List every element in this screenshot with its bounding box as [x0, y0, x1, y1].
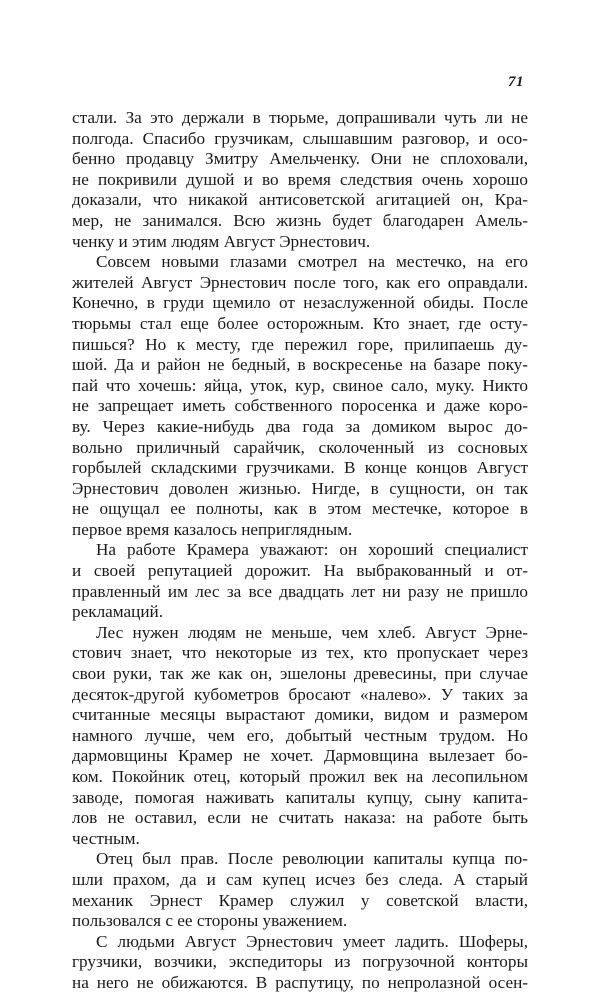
text-line: жителей Август Эрнестович после того, как его оправдали.: [72, 272, 528, 292]
text-line: стович знает, что некоторые из тех, кто пропускает через: [72, 643, 528, 663]
text-line: механик Эрнест Крамер служил у советской власти,: [72, 890, 528, 910]
paragraph-start-line: Лес нужен людям не меньше, чем хлеб. Август Эрне-: [96, 622, 528, 642]
text-line: горбылей складскими грузчиками. В конце концов Август: [72, 458, 528, 478]
body-text: [72, 108, 528, 994]
text-line: полгода. Спасибо грузчикам, слышавшим разговор, и осо-: [72, 128, 528, 148]
paragraph-start-line: Совсем новыми глазами смотрел на местечко, на его: [96, 252, 528, 272]
text-line: стали. За это держали в тюрьме, допрашивали чуть ли не: [72, 108, 528, 127]
text-line: шли прахом, да и сам купец исчез без следа. А старый: [72, 869, 528, 889]
text-line: и своей репутацией дорожит. На выбракованный и от-: [72, 561, 528, 581]
text-line: грузчики, возчики, экспедиторы из погрузочной конторы: [72, 952, 528, 972]
text-line: на него не обижаются. В распутицу, по непролазной осен-: [72, 972, 528, 992]
text-line: бенно продавцу Змитру Амельченку. Они не сплоховали,: [72, 149, 528, 169]
text-line: доказали, что никакой антисоветской агитацией он, Кра-: [72, 190, 528, 210]
text-line: ву. Через какие-нибудь два года за домиком вырос до-: [72, 416, 528, 436]
text-line: намного лучше, чем его, добытый честным трудом. Но: [72, 725, 528, 745]
text-line: честным.: [72, 828, 140, 848]
text-line: правленный им лес за все двадцать лет ни разу не пришло: [72, 581, 528, 601]
text-line: рекламаций.: [72, 602, 164, 622]
text-line: тюрьмы стал еще более осторожным. Кто знает, где осту-: [72, 313, 528, 333]
text-line: лов не оставил, если не считать наказа: на работе быть: [72, 808, 528, 828]
text-line: не покривили душой и во время следствия очень хорошо: [72, 169, 528, 189]
text-line: свои руки, так же как он, эшелоны древесины, при случае: [72, 664, 528, 684]
text-line: дармовщины Крамер не хочет. Дармовщина вылезает бо-: [72, 746, 528, 766]
text-line: считанные месяцы вырастают домики, видом и размером: [72, 705, 528, 725]
text-line: первое время казалось неприглядным.: [72, 519, 353, 539]
text-line: вольно приличный сарайчик, сколоченный из сосновых: [72, 437, 528, 457]
text-line: Конечно, в груди щемило от незаслуженной обиды. После: [72, 293, 528, 313]
text-line: шой. Да и район не бедный, в воскресенье на базаре поку-: [72, 355, 528, 375]
text-line: не запрещает иметь собственного поросенка и даже коро-: [72, 396, 528, 416]
text-line: десяток-другой кубометров бросают «налево». У таких за: [72, 684, 528, 704]
text-line: заводе, помогая наживать капиталы купцу, сыну капита-: [72, 787, 528, 807]
text-line: ченку и этим людям Август Эрнестович.: [72, 231, 371, 251]
paragraph-start-line: С людьми Август Эрнестович умеет ладить. Шоферы,: [96, 931, 528, 951]
text-line: ком. Покойник отец, который прожил век на лесопильном: [72, 767, 528, 786]
text-line: Эрнестович доволен жизнью. Нигде, в сущности, он так: [72, 478, 528, 498]
page-number: 71: [508, 74, 524, 90]
paragraph-start-line: На работе Крамера уважают: он хороший специалист: [96, 540, 528, 560]
text-line: не ощущал ее полноты, как в этом местечке, которое в: [72, 499, 528, 519]
text-line: мер, не занимался. Всю жизнь будет благодарен Амель-: [72, 210, 528, 230]
paragraph-start-line: Отец был прав. После революции капиталы купца по-: [96, 849, 528, 869]
text-line: пишься? Но к месту, где пережил горе, прилипаешь ду-: [72, 334, 528, 354]
text-line: пользовался с ее стороны уважением.: [72, 911, 348, 931]
text-line: пай что хочешь: яйца, уток, кур, свиное сало, муку. Никто: [72, 375, 528, 395]
